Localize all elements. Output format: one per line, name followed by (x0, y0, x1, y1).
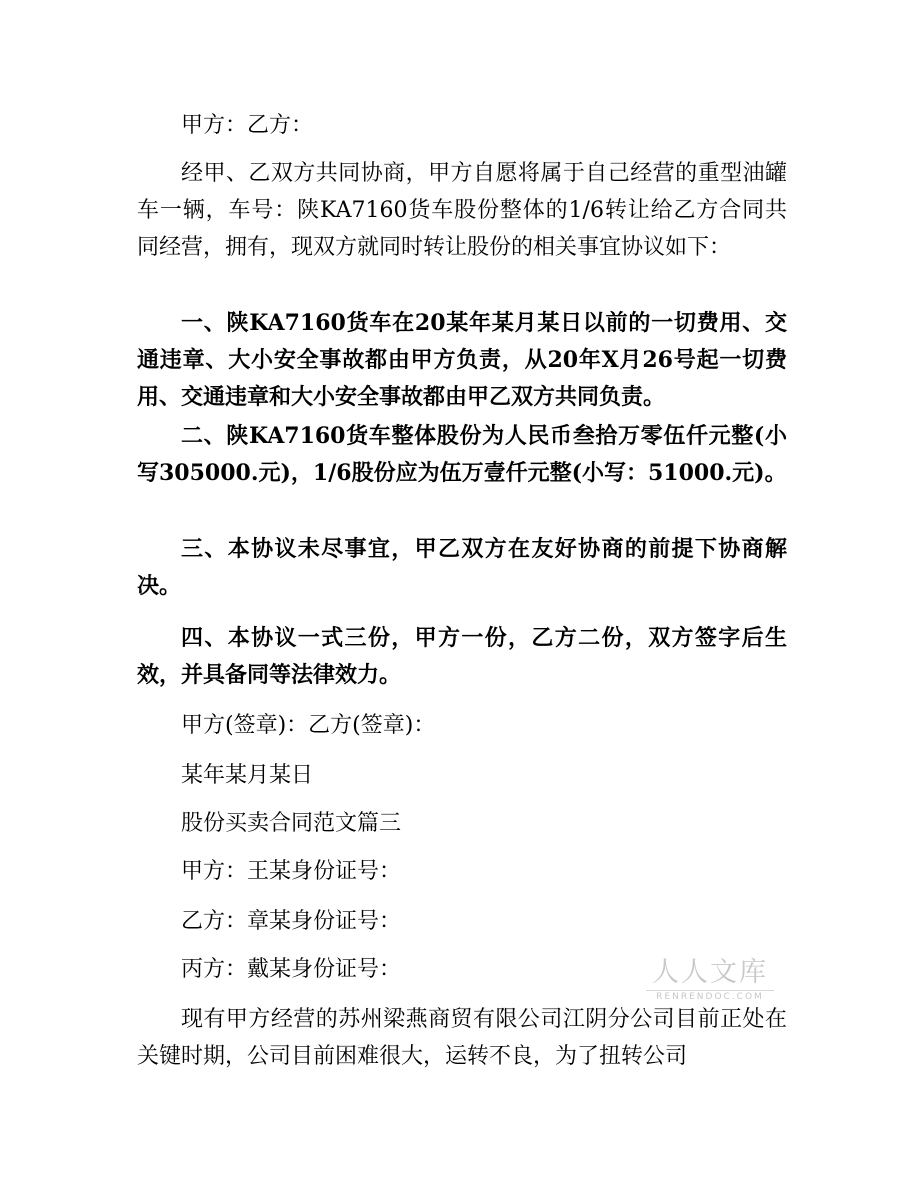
party-b-line: 乙方：章某身份证号： (181, 909, 402, 934)
clause-4: 四、本协议一式三份，甲方一份，乙方二份，双方签字后生效，并具备同等法律效力。 (137, 625, 787, 688)
parties-line: 甲方：乙方： (181, 113, 314, 138)
clause-3: 三、本协议未尽事宜，甲乙双方在友好协商的前提下协商解决。 (137, 536, 787, 599)
watermark-text: 人人文库 (652, 957, 768, 988)
intro-paragraph: 经甲、乙双方共同协商，甲方自愿将属于自己经营的重型油罐车一辆，车号：陕KA7160货车股份整体的1/6转让给乙方合同共同经营，拥有，现双方就同时转让股份的相关事宜协议如下： (137, 161, 787, 260)
clause-2: 二、陕KA7160货车整体股份为人民币叁拾万零伍仟元整(小写305000.元)，1/6股份应为伍万壹仟元整(小写：51000.元)。 (137, 423, 787, 486)
watermark-url: RENRENDOC.COM (646, 990, 774, 1003)
date-line: 某年某月某日 (181, 763, 314, 788)
party-c-line: 丙方：戴某身份证号： (181, 957, 402, 982)
clause-1: 一、陕KA7160货车在20某年某月某日以前的一切费用、交通违章、大小安全事故都由甲方负责，从20年X月26号起一切费用、交通违章和大小安全事故都由甲乙双方共同负责。 (137, 310, 787, 410)
party-a-line: 甲方：王某身份证号： (181, 859, 402, 884)
body-paragraph: 现有甲方经营的苏州梁燕商贸有限公司江阴分公司目前正处在关键时期，公司目前困难很大，运转不良，为了扭转公司 (137, 1007, 787, 1069)
section-title: 股份买卖合同范文篇三 (181, 811, 402, 836)
watermark-logo (640, 958, 780, 1008)
signature-line: 甲方(签章)：乙方(签章)： (181, 713, 436, 738)
